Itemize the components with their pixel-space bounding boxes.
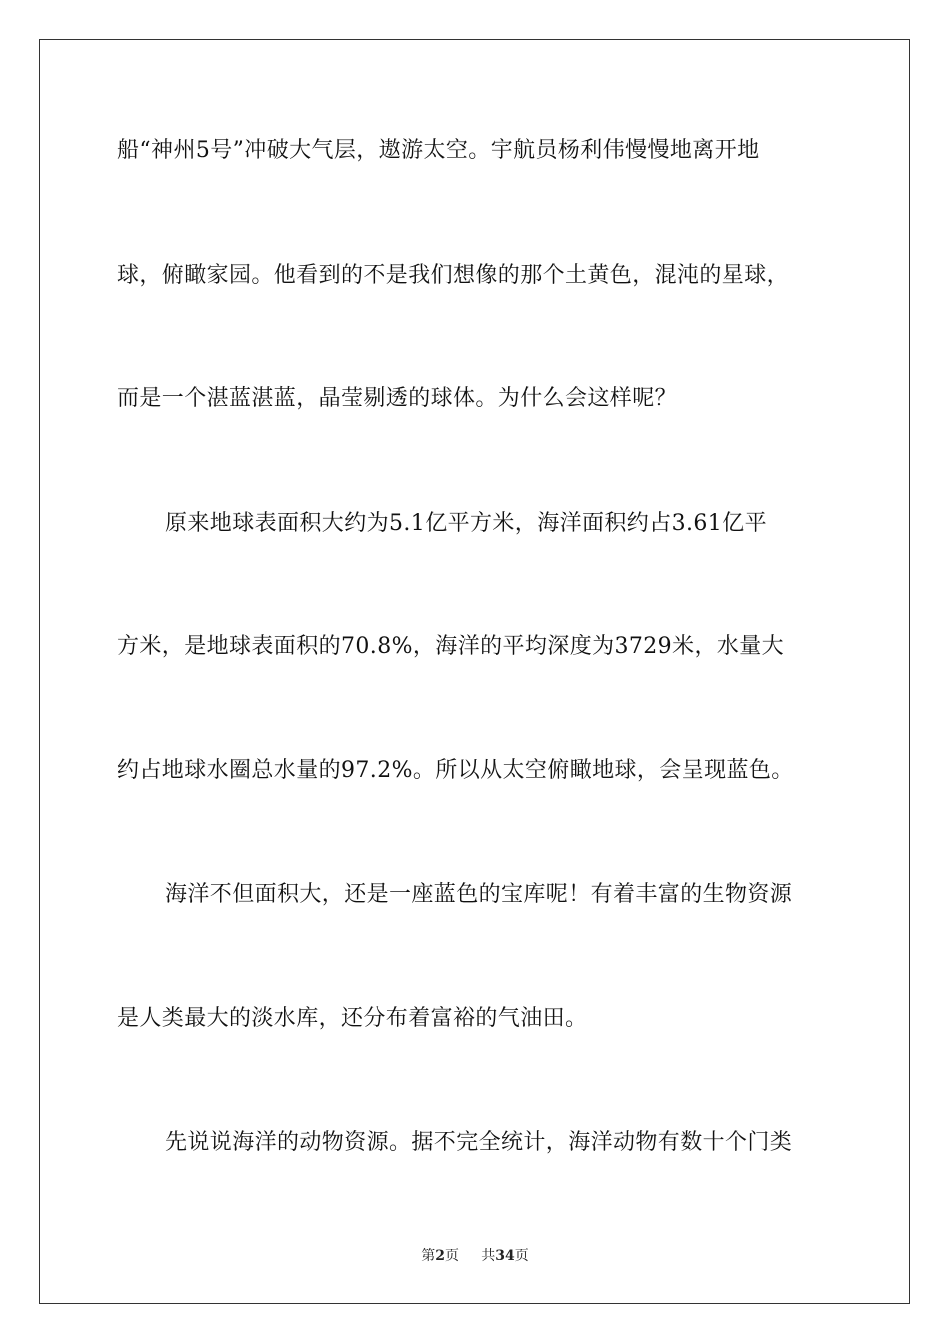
text-line-2: 球，俯瞰家园。他看到的不是我们想像的那个土黄色，混沌的星球， bbox=[117, 263, 790, 288]
text-line-5: 方米，是地球表面积的70.8%，海洋的平均深度为3729米，水量大 bbox=[117, 634, 785, 659]
text-line-4: 原来地球表面积大约为5.1亿平方米，海洋面积约占3.61亿平 bbox=[165, 511, 767, 536]
total-suffix: 页 bbox=[514, 1248, 529, 1264]
page-border bbox=[39, 39, 910, 1304]
text-line-3: 而是一个湛蓝湛蓝，晶莹剔透的球体。为什么会这样呢？ bbox=[117, 386, 678, 411]
text-line-1: 船“神州5号”冲破大气层，遨游太空。宇航员杨利伟慢慢地离开地 bbox=[117, 138, 760, 163]
text-line-9: 先说说海洋的动物资源。据不完全统计，海洋动物有数十个门类 bbox=[165, 1130, 793, 1155]
page-suffix: 页 bbox=[445, 1248, 459, 1264]
page-footer bbox=[0, 1247, 950, 1265]
text-line-7: 海洋不但面积大，还是一座蓝色的宝库呢！有着丰富的生物资源 bbox=[165, 882, 793, 907]
total-prefix: 共 bbox=[481, 1248, 496, 1264]
page-number: 2 bbox=[435, 1248, 445, 1264]
text-line-8: 是人类最大的淡水库，还分布着富裕的气油田。 bbox=[117, 1006, 588, 1031]
text-line-6: 约占地球水圈总水量的97.2%。所以从太空俯瞰地球，会呈现蓝色。 bbox=[117, 758, 794, 783]
total-pages: 34 bbox=[495, 1248, 515, 1264]
page-prefix: 第 bbox=[421, 1248, 436, 1264]
